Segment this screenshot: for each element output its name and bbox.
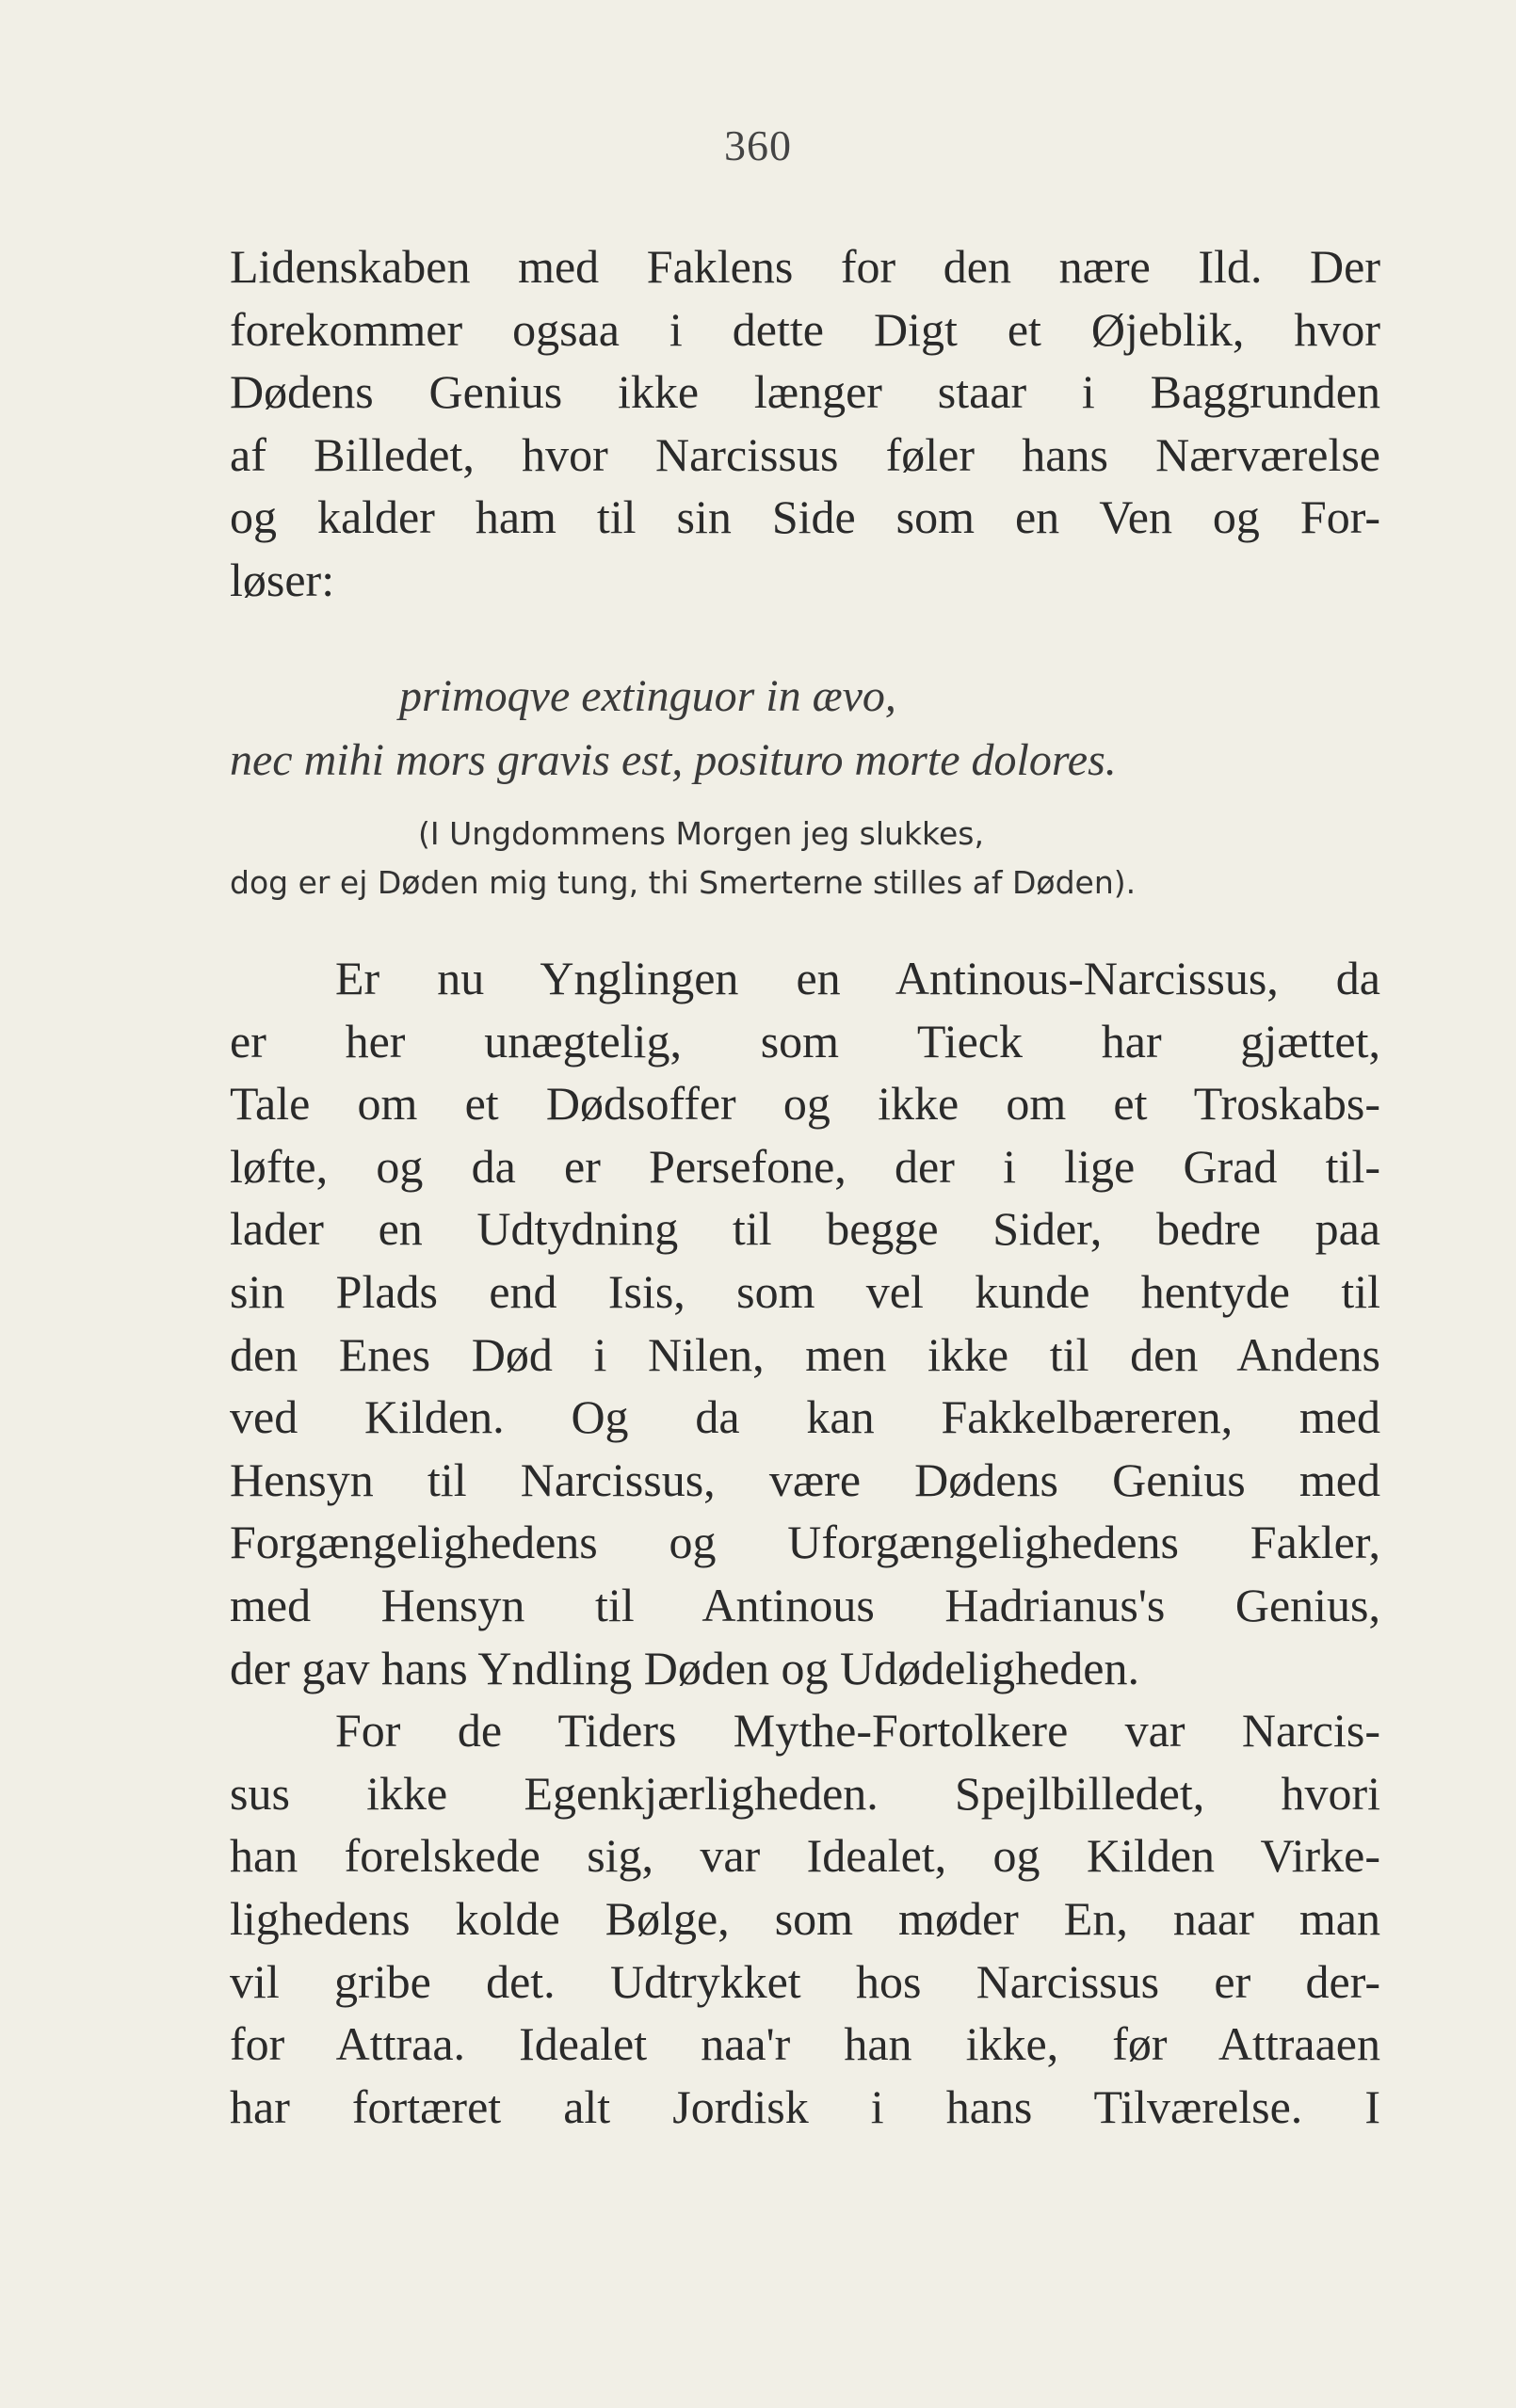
text-line: har fortæret alt Jordisk i hans Tilværelse. I — [230, 2079, 1380, 2133]
text-line: løser: — [230, 553, 335, 606]
text-line: er her unægtelig, som Tieck har gjættet, — [230, 1014, 1380, 1068]
text-line: af Billedet, hvor Narcissus føler hans Nærværelse — [230, 427, 1380, 481]
text-line: Dødens Genius ikke længer staar i Baggrunden — [230, 365, 1380, 419]
text-line: For de Tiders Mythe-Fortolkere var Narcis- — [335, 1704, 1380, 1758]
text-line: den Enes Død i Nilen, men ikke til den Andens — [230, 1327, 1380, 1381]
text-line: vil gribe det. Udtrykket hos Narcissus er der- — [230, 1954, 1380, 2008]
text-line: med Hensyn til Antinous Hadrianus's Genius, — [230, 1578, 1380, 1631]
text-line: forekommer ogsaa i dette Digt et Øjeblik, hvor — [230, 302, 1380, 356]
text-line: Forgængelighedens og Uforgængelighedens Fakler, — [230, 1516, 1380, 1569]
latin-verse — [230, 665, 1380, 793]
text-line: sus ikke Egenkjærligheden. Spejlbilledet, hvori — [230, 1766, 1380, 1820]
page-number: 360 — [724, 121, 792, 169]
text-line: han forelskede sig, var Idealet, og Kilden Virke- — [230, 1829, 1380, 1883]
verse-translation — [230, 810, 1380, 907]
text-line: for Attraa. Idealet naa'r han ikke, før Attraaen — [230, 2017, 1380, 2071]
text-line: sin Plads end Isis, som vel kunde hentyde til — [230, 1264, 1380, 1318]
text-line: og kalder ham til sin Side som en Ven og For- — [230, 490, 1380, 544]
verse-line: nec mihi mors gravis est, posituro morte dolores. — [230, 735, 1117, 785]
text-line: ved Kilden. Og da kan Fakkelbæreren, med — [230, 1390, 1380, 1444]
text-line: Hensyn til Narcissus, være Dødens Genius med — [230, 1453, 1380, 1506]
text-line: Er nu Ynglingen en Antinous-Narcissus, da — [335, 952, 1380, 1004]
verse-line: primoqve extinguor in ævo, — [399, 671, 896, 721]
main-paragraph — [230, 947, 1380, 2138]
text-line: lighedens kolde Bølge, som møder En, naar man — [230, 1891, 1380, 1945]
intro-paragraph — [230, 235, 1380, 612]
translation-line: dog er ej Døden mig tung, thi Smerterne stilles af Døden). — [230, 864, 1137, 901]
text-line: lader en Udtydning til begge Sider, bedre paa — [230, 1202, 1380, 1256]
text-line: løfte, og da er Persefone, der i lige Grad til- — [230, 1139, 1380, 1193]
text-line: Tale om et Dødsoffer og ikke om et Troskabs- — [230, 1077, 1380, 1131]
text-line: Lidenskaben med Faklens for den nære Ild. Der — [230, 240, 1380, 293]
translation-line: (I Ungdommens Morgen jeg slukkes, — [418, 815, 984, 852]
text-line: der gav hans Yndling Døden og Udødeligheden. — [230, 1641, 1139, 1694]
